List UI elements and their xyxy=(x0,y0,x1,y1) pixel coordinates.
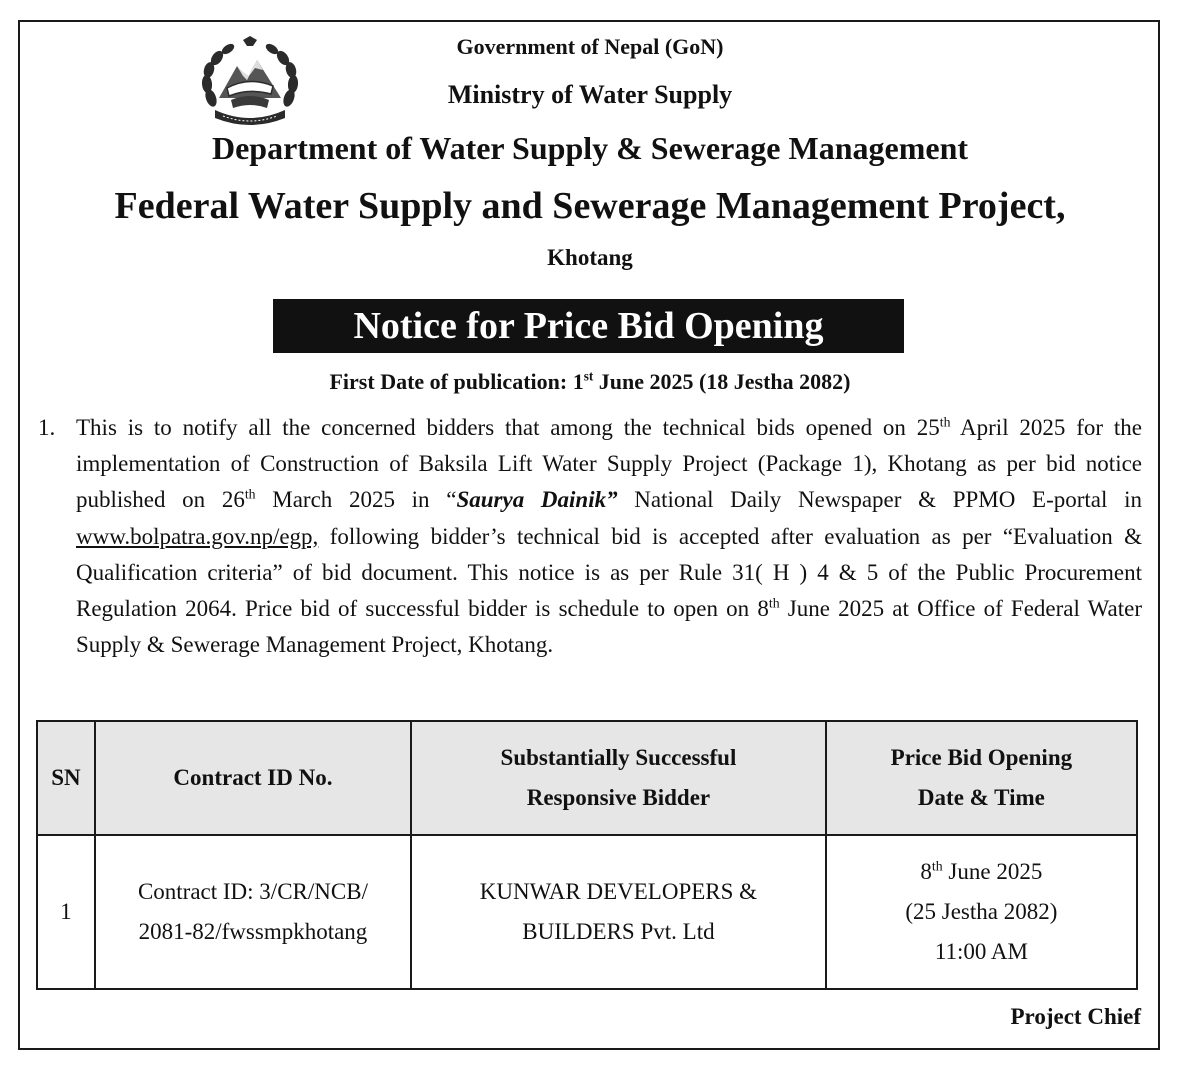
paragraph-number: 1. xyxy=(38,415,56,440)
notice-title: Notice for Price Bid Opening xyxy=(273,299,904,353)
ministry-heading: Ministry of Water Supply xyxy=(447,80,733,109)
government-heading: Government of Nepal (GoN) xyxy=(456,34,724,59)
department-heading: Department of Water Supply & Sewerage Management xyxy=(211,130,969,166)
header-opening-date: Price Bid Opening Date & Time xyxy=(826,721,1137,835)
newspaper-name: Saurya Dainik” xyxy=(456,487,618,513)
cell-opening-date: 8th June 2025 (25 Jestha 2082) 11:00 AM xyxy=(826,835,1137,989)
table-row xyxy=(37,835,1137,989)
publication-date: First Date of publication: 1st June 2025 (18 Jestha 2082) xyxy=(329,368,851,394)
cell-sn: 1 xyxy=(37,835,95,989)
notice-paragraph: This is to notify all the concerned bidders that among the technical bids opened on 25th April 2025 for the implementation of Construction of Baksila Lift Water Supply Project (Package 1), Khotang as per bid notice published on 26th March 2025 in “Saurya Dainik” National Daily Newspaper & PPMO E-portal in www.bolpatra.gov.np/egp, following bidder’s technical bid is accepted after evaluation as per “Evaluation & Qualification criteria” of bid document. This notice is as per Rule 31( H ) 4 & 5 of the Public Procurement Regulation 2064. Price bid of successful bidder is schedule to open on 8th June 2025 at Office of Federal Water Supply & Sewerage Management Project, Khotang. xyxy=(76,414,1142,658)
table-header-row xyxy=(37,721,1137,835)
header-contract-id: Contract ID No. xyxy=(95,721,411,835)
header-bidder: Substantially Successful Responsive Bidder xyxy=(411,721,826,835)
location-heading: Khotang xyxy=(547,245,633,270)
signatory: Project Chief xyxy=(1010,1004,1141,1029)
bidder-table xyxy=(36,720,1138,990)
cell-contract-id: Contract ID: 3/CR/NCB/ 2081-82/fwssmpkhotang xyxy=(95,835,411,989)
header-sn: SN xyxy=(37,721,95,835)
cell-bidder: KUNWAR DEVELOPERS & BUILDERS Pvt. Ltd xyxy=(411,835,826,989)
project-heading: Federal Water Supply and Sewerage Management Project, xyxy=(114,185,1066,227)
bolpatra-link[interactable]: www.bolpatra.gov.np/egp, xyxy=(76,523,319,549)
